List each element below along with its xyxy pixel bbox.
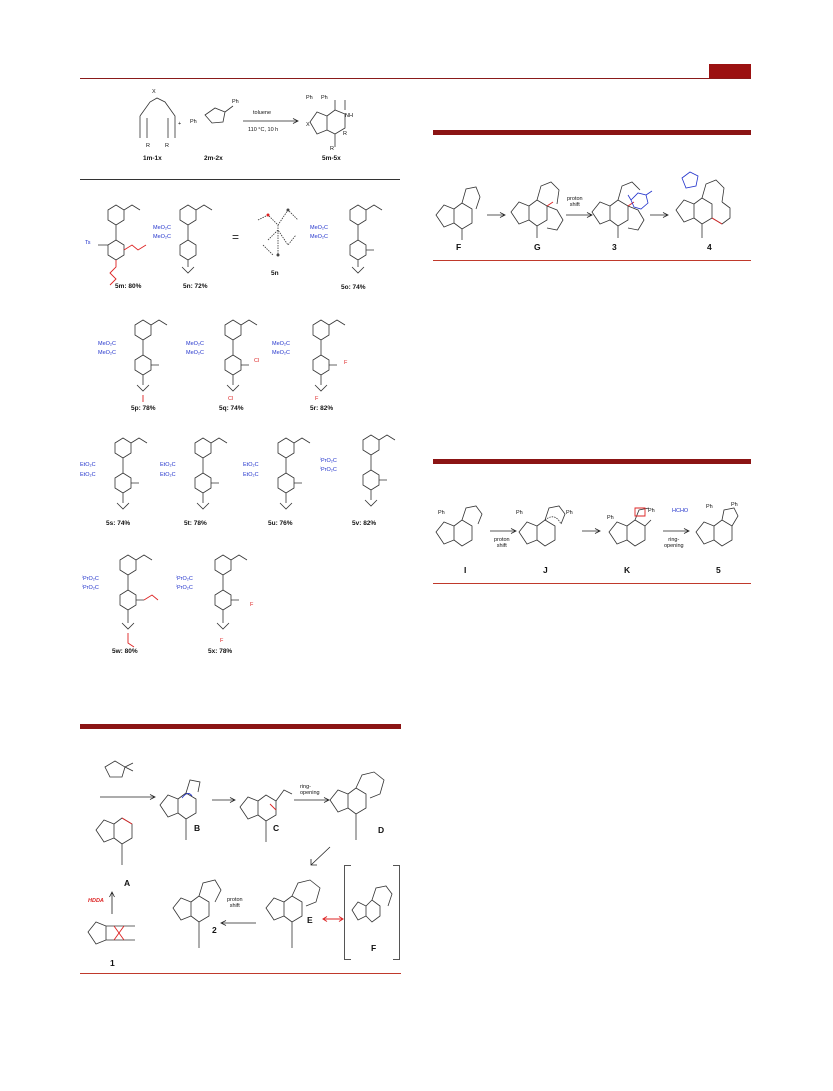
ipro2c-5w-b: ⁱPrO₂C xyxy=(82,585,99,591)
mech3-arrow-3 xyxy=(663,528,693,534)
f-5x-b: F xyxy=(220,638,224,644)
atom-x: X xyxy=(152,89,156,95)
ph-5-2: Ph xyxy=(731,502,738,508)
label-K: K xyxy=(624,565,631,575)
label-5x: 5x: 78% xyxy=(208,648,233,655)
crystal-structure-5n xyxy=(248,200,308,265)
ipro2c-5x-a: ⁱPrO₂C xyxy=(176,576,193,582)
label-C: C xyxy=(273,823,280,833)
label-2: 2 xyxy=(212,925,217,935)
starting-material-1 xyxy=(80,912,145,952)
structure-5x xyxy=(195,545,255,650)
product-ph-2: Ph xyxy=(321,95,328,101)
intermediate-F-left xyxy=(348,870,396,945)
structure-5r xyxy=(293,310,353,405)
r-right: R xyxy=(165,143,169,149)
structure-5s xyxy=(95,428,150,518)
label-4: 4 xyxy=(707,242,712,252)
label-5m: 5m: 80% xyxy=(115,283,142,290)
f-5r-b: F xyxy=(315,396,319,402)
meo2c-5n-a: MeO₂C xyxy=(153,225,172,231)
r-left: R xyxy=(146,143,150,149)
structure-5u xyxy=(258,428,313,518)
label-F-mech1: F xyxy=(371,943,377,953)
mech1-arrow-D-to-E xyxy=(308,845,333,870)
label-5m-5x: 5m-5x xyxy=(322,155,341,162)
product-nh: NH xyxy=(345,113,353,119)
structure-5t xyxy=(175,428,230,518)
ipro2c-5v-b: ⁱPrO₂C xyxy=(320,467,337,473)
proton-shift-1: proton shift xyxy=(227,897,243,910)
meo2c-5q-b: MeO₂C xyxy=(186,350,205,356)
ph-oxazoline-2: Ph xyxy=(190,119,197,125)
structure-5v xyxy=(343,425,398,520)
product-ph-1: Ph xyxy=(306,95,313,101)
meo2c-5p-b: MeO₂C xyxy=(98,350,117,356)
mechanism2-top-bar xyxy=(433,130,751,135)
mech1-arrow-to-B xyxy=(100,794,160,800)
intermediate-J xyxy=(515,500,575,560)
cond-temp: 110 °C, 10 h xyxy=(248,127,279,133)
scheme-divider xyxy=(80,179,400,180)
oxazoline-reactant xyxy=(200,100,235,130)
top-reaction-arrow xyxy=(243,118,303,124)
meo2c-5n-b: MeO₂C xyxy=(153,234,172,240)
ipro2c-5w-a: ⁱPrO₂C xyxy=(82,576,99,582)
meo2c-5o-b: MeO₂C xyxy=(310,234,329,240)
product-4 xyxy=(672,168,747,250)
product-5 xyxy=(692,500,747,560)
label-1m-1x: 1m-1x xyxy=(143,155,162,162)
meo2c-5o-a: MeO₂C xyxy=(310,225,329,231)
mechanism2-bottom-rule xyxy=(433,260,751,261)
structure-5w xyxy=(100,545,165,650)
ph-I: Ph xyxy=(438,510,445,516)
meo2c-5r-b: MeO₂C xyxy=(272,350,291,356)
hcho-label: HCHO xyxy=(672,508,689,514)
ts-group: Ts xyxy=(85,240,91,246)
label-E: E xyxy=(307,915,313,925)
structure-5m xyxy=(88,195,153,285)
label-5v: 5v: 82% xyxy=(352,520,377,527)
ph-oxazoline: Ph xyxy=(232,99,239,105)
mechanism1-top-bar xyxy=(80,724,401,729)
intermediate-E xyxy=(258,868,328,953)
resonance-arrow-E-F xyxy=(320,916,346,922)
intermediate-K xyxy=(605,500,665,560)
intermediate-A xyxy=(88,810,148,875)
ph-5-1: Ph xyxy=(706,504,713,510)
ring-opening-1: ring- opening xyxy=(300,784,320,797)
intermediate-B xyxy=(152,770,212,845)
ph-J-2: Ph xyxy=(566,510,573,516)
eto2c-5s-b: EtO₂C xyxy=(80,472,96,478)
eto2c-5u-b: EtO₂C xyxy=(243,472,259,478)
diyne-reactant xyxy=(135,88,180,148)
structure-5o xyxy=(330,195,390,280)
mechanism3-bottom-rule xyxy=(433,583,751,584)
product-2 xyxy=(165,868,225,953)
hdda-label: HDDA xyxy=(88,898,104,904)
intermediate-I xyxy=(432,500,492,560)
mech3-arrow-2 xyxy=(582,528,604,534)
mechanism3-top-bar xyxy=(433,459,751,464)
label-J: J xyxy=(543,565,548,575)
cl-5q-b: Cl xyxy=(228,396,234,402)
label-B: B xyxy=(194,823,201,833)
label-5o: 5o: 74% xyxy=(341,284,366,291)
label-5t: 5t: 78% xyxy=(184,520,207,527)
proton-shift-3: proton shift xyxy=(494,537,510,550)
cond-solvent: toluene xyxy=(253,110,272,116)
product-structure xyxy=(305,92,355,152)
label-5n-crystal: 5n xyxy=(271,270,279,277)
eto2c-5u-a: EtO₂C xyxy=(243,462,259,468)
meo2c-5r-a: MeO₂C xyxy=(272,341,291,347)
label-5s: 5s: 74% xyxy=(106,520,131,527)
label-5u: 5u: 76% xyxy=(268,520,293,527)
label-A: A xyxy=(124,878,131,888)
intermediate-G xyxy=(507,170,572,250)
ph-K-2: Ph xyxy=(648,508,655,514)
cl-5q-a: Cl xyxy=(254,358,260,364)
label-5r: 5r: 82% xyxy=(310,405,334,412)
mech2-arrow-1 xyxy=(487,212,509,218)
ipro2c-5v-a: ⁱPrO₂C xyxy=(320,458,337,464)
product-r: R xyxy=(343,131,347,137)
proton-shift-2: proton shift xyxy=(567,196,583,209)
label-5: 5 xyxy=(716,565,721,575)
product-r-2: R xyxy=(330,146,334,152)
equals-sign: = xyxy=(232,230,240,244)
eto2c-5s-a: EtO₂C xyxy=(80,462,96,468)
label-5p: 5p: 78% xyxy=(131,405,156,412)
label-F-mech2: F xyxy=(456,242,462,252)
ring-opening-3: ring- opening xyxy=(664,537,684,550)
eto2c-5t-a: EtO₂C xyxy=(160,462,176,468)
label-3: 3 xyxy=(612,242,617,252)
mechanism1-bottom-rule xyxy=(80,973,401,974)
label-1: 1 xyxy=(110,958,115,968)
page-tab xyxy=(709,64,751,78)
ph-J-1: Ph xyxy=(516,510,523,516)
label-G: G xyxy=(534,242,541,252)
plus-sign: + xyxy=(178,121,182,127)
label-5n: 5n: 72% xyxy=(183,283,208,290)
ipro2c-5x-b: ⁱPrO₂C xyxy=(176,585,193,591)
blue-reagent xyxy=(626,185,656,215)
meo2c-5q-a: MeO₂C xyxy=(186,341,205,347)
label-2m-2x: 2m-2x xyxy=(204,155,223,162)
label-I: I xyxy=(464,565,467,575)
f-5x-a: F xyxy=(250,602,254,608)
mech1-reagent xyxy=(100,755,140,785)
intermediate-F-mech2 xyxy=(432,175,482,250)
label-5w: 5w: 80% xyxy=(112,648,138,655)
eto2c-5t-b: EtO₂C xyxy=(160,472,176,478)
label-5q: 5q: 74% xyxy=(219,405,244,412)
ph-K-1: Ph xyxy=(607,515,614,521)
meo2c-5p-a: MeO₂C xyxy=(98,341,117,347)
header-rule xyxy=(80,78,751,79)
product-x: X xyxy=(306,122,310,128)
label-D: D xyxy=(378,825,385,835)
f-5r-a: F xyxy=(344,360,348,366)
intermediate-C xyxy=(232,772,297,847)
structure-5p xyxy=(115,310,175,405)
